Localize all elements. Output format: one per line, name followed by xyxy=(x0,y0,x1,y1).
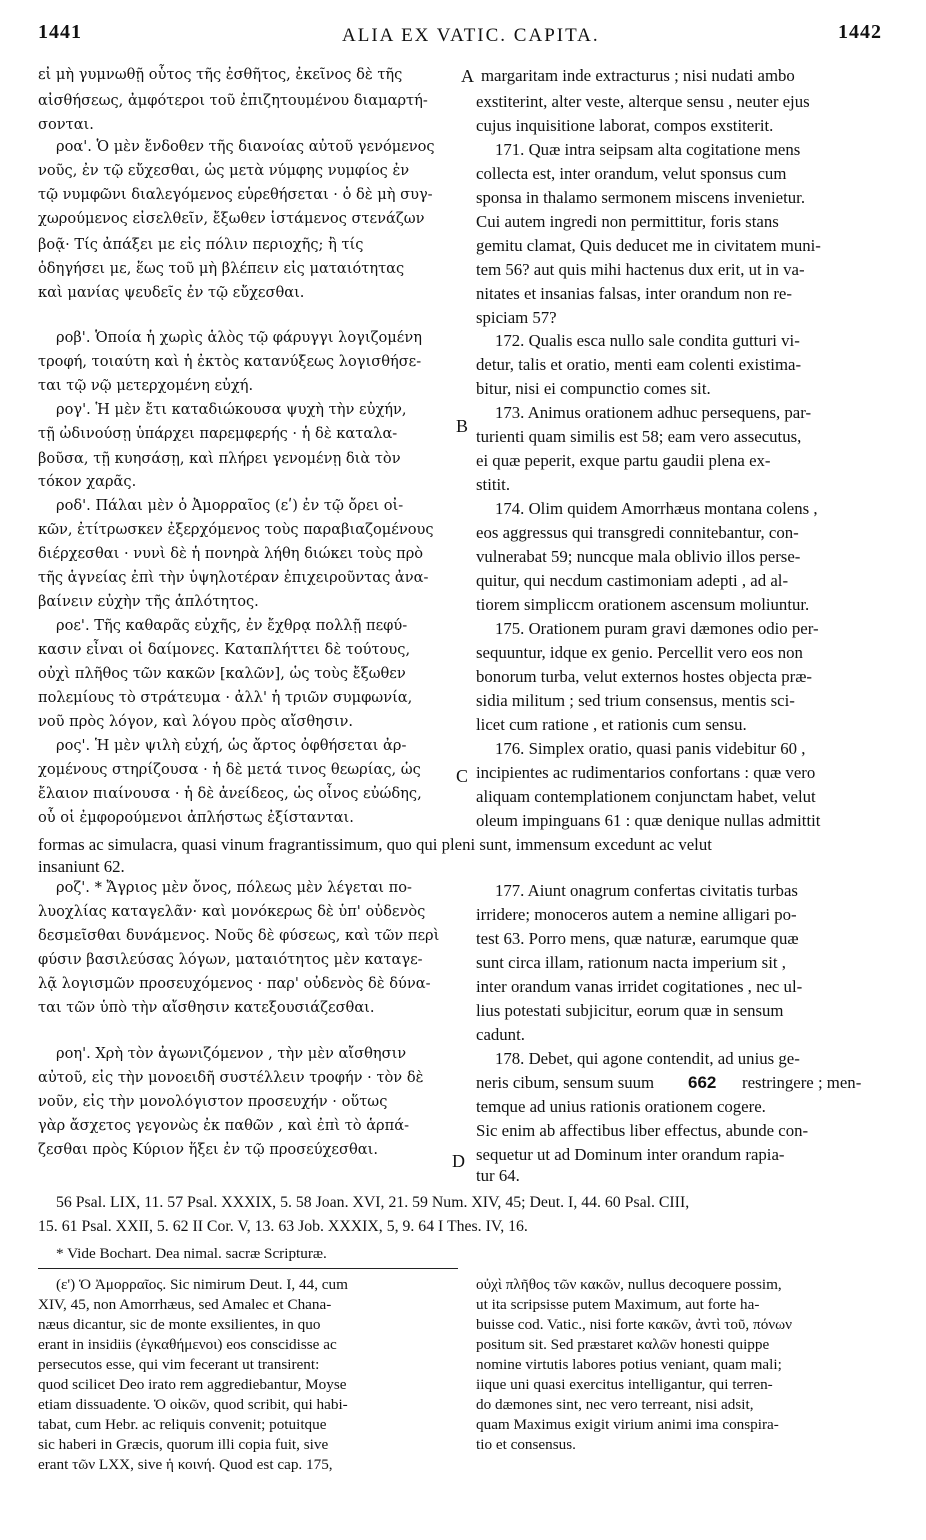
note-line: erant in insidiis (ἐγκαθήμενοι) eos conscidisse ac xyxy=(38,1336,337,1353)
note-line: quam Maximus exigit virium animi ima conspira- xyxy=(476,1416,779,1433)
latin-line: 177. Aiunt onagrum confertas civitatis turbas xyxy=(495,881,798,900)
greek-line: σονται. xyxy=(38,116,94,133)
note-line: etiam dissuadente. Ὁ οἰκῶν, quod scribit, qui habi- xyxy=(38,1396,348,1413)
page-number-left: 1441 xyxy=(38,21,82,43)
greek-line: ροε'. Τῆς καθαρᾶς εὐχῆς, ἐν ἔχθρᾳ πολλῇ πεφύ- xyxy=(56,617,408,634)
greek-line: χωρούμενος εἰσελθεῖν, ἔξωθεν ἱστάμενος στενάζων xyxy=(38,210,425,227)
latin-line: irridere; monoceros autem a nemine alligari po- xyxy=(476,905,797,924)
note-line: tio et consensus. xyxy=(476,1436,576,1453)
note-line: XIV, 45, non Amorrhæus, sed Amalec et Chana- xyxy=(38,1296,332,1313)
note-line: (ε') Ὁ Ἀμορραῖος. Sic nimirum Deut. I, 44, cum xyxy=(56,1276,348,1293)
latin-line: aliquam contemplationem conjunctam habet, velut xyxy=(476,787,816,806)
note-line: quod scilicet Deo irato rem aggrediebantur, Moyse xyxy=(38,1376,347,1393)
latin-line: sequuntur, idque ex genio. Percellit vero eos non xyxy=(476,643,803,662)
latin-line: restringere ; men- xyxy=(742,1073,862,1092)
greek-line: ται τῶν ὑπὸ τὴν αἴσθησιν κατεξουσιάζεσθαι. xyxy=(38,999,375,1016)
latin-line: bonorum turba, velut externos hostes objecta præ- xyxy=(476,667,813,686)
greek-line: πολεμίους τὸ στράτευμα · ἀλλ' ἡ τριῶν συμφωνία, xyxy=(38,689,413,706)
note-line: persecutos esse, qui vim fecerant ut transirent: xyxy=(38,1356,320,1373)
note-line: tabat, cum Hebr. ac reliquis convenit; potuitque xyxy=(38,1416,327,1433)
footnote-line: 56 Psal. LIX, 11. 57 Psal. XXXIX, 5. 58 Joan. XVI, 21. 59 Num. XIV, 45; Deut. I, 44. 60 Psal. CIII, xyxy=(56,1194,690,1211)
greek-line: κασιν εἶναι οἱ δαίμονες. Καταπλήττει δὲ τούτους, xyxy=(38,641,411,658)
footnote-rule xyxy=(38,1268,458,1269)
latin-line: vulnerabat 59; nuncque mala oblivio illos perse- xyxy=(476,547,801,566)
latin-line: incipientes ac rudimentarios confortans : quæ vero xyxy=(476,763,816,782)
greek-line: ἔλαιον πιαίνουσα · ἡ δὲ ἀνείδεος, ὡς οἶνος εὐώδης, xyxy=(38,785,422,802)
latin-line: bitur, nisi ei compunctio comes sit. xyxy=(476,379,711,398)
greek-line: δεσμεῖσθαι δυνάμενος. Νοῦς δὲ φύσεως, καὶ τῶν περὶ xyxy=(38,927,440,944)
latin-line: ei quæ peperit, exque partu gaudii plena ex- xyxy=(476,451,771,470)
page-badge: 662 xyxy=(688,1073,717,1092)
note-line: erant τῶν LXX, sive ἡ κοινή. Quod est cap. 175, xyxy=(38,1456,333,1473)
latin-line: exstiterint, alter veste, alterque sensu , neuter ejus xyxy=(476,92,810,111)
latin-line: cadunt. xyxy=(476,1025,525,1044)
greek-line: ροη'. Χρὴ τὸν ἀγωνιζόμενον , τὴν μὲν αἴσθησιν xyxy=(56,1045,407,1062)
latin-line: neris cibum, sensum suum xyxy=(476,1073,655,1092)
latin-line: sidia militum ; sed trium consensus, mentis sci- xyxy=(476,691,795,710)
greek-line: κῶν, ἐτίτρωσκεν ἐξερχόμενος τοὺς παραβιαζομένους xyxy=(38,521,434,538)
greek-line: οὐχὶ πλῆθος τῶν κακῶν [καλῶν], ὡς τοὺς ἔξωθεν xyxy=(38,665,406,682)
greek-line: οὗ οἱ ἐμφορούμενοι ἀπλήστως ἐξίστανται. xyxy=(38,809,354,826)
latin-line: gemitu clamat, Quis deducet me in civitatem muni- xyxy=(476,236,821,255)
latin-line: detur, talis et oratio, menti eam colenti existima- xyxy=(476,355,802,374)
greek-line: ρος'. Ἡ μὲν ψιλὴ εὐχή, ὡς ἄρτος ὀφθήσεται ἀρ- xyxy=(56,737,407,754)
footnote-line: 15. 61 Psal. XXII, 5. 62 II Cor. V, 13. 63 Job. XXXIX, 5, 9. 64 I Thes. IV, 16. xyxy=(38,1218,528,1235)
greek-line: ροα'. Ὁ μὲν ἔνδοθεν τῆς διανοίας αὐτοῦ γενόμενος xyxy=(56,138,435,155)
page-number-right: 1442 xyxy=(838,21,882,43)
latin-line: tiorem simpliccm orationem ascensum moliuntur. xyxy=(476,595,810,614)
note-line: do dæmones sint, nec vero terreant, nisi adsit, xyxy=(476,1396,754,1413)
latin-line: turienti quam similis est 58; eam vero assecutus, xyxy=(476,427,802,446)
latin-line: quitur, qui necdum castimoniam adepti , ad al- xyxy=(476,571,789,590)
greek-line: ροζ'. * Ἄγριος μὲν ὄνος, πόλεως μὲν λέγεται πο- xyxy=(56,879,412,896)
greek-line: τροφή, τοιαύτη καὶ ἡ ἐκτὸς κατανύξεως λογισθήσε- xyxy=(38,353,422,370)
latin-line: Cui autem ingredi non permittitur, foris stans xyxy=(476,212,779,231)
latin-line: spiciam 57? xyxy=(476,308,557,327)
latin-line: sunt circa illam, rationum nacta imperium sit , xyxy=(476,953,786,972)
note-line: næus dicantur, sic de monte exsilientes, in quo xyxy=(38,1316,321,1333)
latin-line: collecta est, inter orandum, velut sponsus cum xyxy=(476,164,787,183)
latin-line: temque ad unius rationis orationem cogere. xyxy=(476,1097,766,1116)
latin-line: 172. Qualis esca nullo sale condita gutturi vi- xyxy=(495,331,800,350)
greek-line: φύσιν βασιλεύσας λόγων, ματαιότητος μὲν καταγε- xyxy=(38,951,423,968)
latin-line: nitates et insanias falsas, inter orandum non re- xyxy=(476,284,792,303)
greek-line: χομένους στηρίζουσα · ἡ δὲ μετά τινος θεωρίας, ὡς xyxy=(38,761,421,778)
greek-line: καὶ μανίας ψευδεῖς ἐν τῷ εὔχεσθαι. xyxy=(38,284,305,301)
latin-line: test 63. Porro mens, quæ naturæ, earumque quæ xyxy=(476,929,799,948)
note-line: sic haberi in Græcis, quorum illi copia fuit, sive xyxy=(38,1436,329,1453)
greek-line: βοῦσα, τῇ κυησάσῃ, καὶ πλήρει γενομένῃ διὰ τὸν xyxy=(38,450,401,467)
latin-line: 178. Debet, qui agone contendit, ad unius ge- xyxy=(495,1049,800,1068)
margin-mark-d: D xyxy=(452,1151,465,1171)
latin-line: 174. Olim quidem Amorrhæus montana colens , xyxy=(495,499,818,518)
greek-line: ὁδηγήσει με, ἕως τοῦ μὴ βλέπειν εἰς ματαιότητας xyxy=(38,260,405,277)
note-line: positum sit. Sed præstaret καλῶν honesti quippe xyxy=(476,1336,770,1353)
spanning-line: formas ac simulacra, quasi vinum fragrantissimum, quo qui pleni sunt, immensum excedunt ac velut xyxy=(38,835,712,854)
note-line: buisse cod. Vatic., nisi forte κακῶν, ἀντὶ τοῦ, πόνων xyxy=(476,1316,793,1333)
greek-line: τῷ νυμφῶνι διαλεγόμενος εὑρεθήσεται · ὁ δὲ μὴ συγ- xyxy=(38,186,433,203)
latin-line: tem 56? aut quis mihi hactenus dux erit, ut in va- xyxy=(476,260,805,279)
greek-line: λυοχλίας καταγελᾶν· καὶ μονόκερως δὲ ὑπ' οὐδενὸς xyxy=(38,903,426,920)
latin-line: inter orandum vanas irridet cogitationes , nec ul- xyxy=(476,977,803,996)
note-line: nomine virtutis labores potius veniant, quam mali; xyxy=(476,1356,782,1373)
note-line: iique uni quasi exercitus intelligantur, qui terren- xyxy=(476,1376,773,1393)
greek-line: νοῦν, εἰς τὴν μονολόγιστον προσευχήν · οὕτως xyxy=(38,1093,388,1110)
latin-line: tur 64. xyxy=(476,1166,520,1185)
greek-line: αὐτοῦ, εἰς τὴν μονοειδῆ συστέλλειν τροφήν · τὸν δὲ xyxy=(38,1069,424,1086)
latin-line: 176. Simplex oratio, quasi panis videbitur 60 , xyxy=(495,739,806,758)
spanning-line: insaniunt 62. xyxy=(38,857,125,876)
note-line: οὐχὶ πλῆθος τῶν κακῶν, nullus decoquere possim, xyxy=(476,1276,782,1293)
greek-line: γὰρ ἄσχετος γεγονὼς ἐκ παθῶν , καὶ ἐπὶ τὸ ἁρπά- xyxy=(38,1117,410,1134)
greek-line: νοῦς, ἐν τῷ εὔχεσθαι, ὡς μετὰ νύμφης νυμφίος ἐν xyxy=(38,162,410,179)
greek-line: ροβ'. Ὁποία ἡ χωρὶς ἁλὸς τῷ φάρυγγι λογιζομένη xyxy=(56,329,422,346)
margin-mark-c: C xyxy=(456,766,469,786)
running-title: ALIA EX VATIC. CAPITA. xyxy=(342,25,600,46)
latin-line: sequetur ut ad Dominum inter orandum rapia- xyxy=(476,1145,785,1164)
latin-line: cujus inquisitione laborat, compos exstiterit. xyxy=(476,116,774,135)
greek-line: διέρχεσθαι · νυνὶ δὲ ἡ πονηρὰ λήθη διώκει τοὺς πρὸ xyxy=(38,545,424,562)
greek-line: βαίνειν εὐχὴν τῆς ἁπλότητος. xyxy=(38,593,259,610)
margin-mark-a: A xyxy=(461,66,474,86)
greek-line: τόκον χαρᾶς. xyxy=(38,473,137,490)
greek-line: λᾷ λογισμῶν προσευχόμενος · παρ' οὐδενὸς δὲ δύνα- xyxy=(38,975,431,992)
star-note: * Vide Bochart. Dea nimal. sacræ Scripturæ. xyxy=(56,1245,327,1262)
greek-line: ζεσθαι πρὸς Κύριον ἥξει ἐν τῷ προσεύχεσθαι. xyxy=(38,1141,378,1158)
latin-line: sponsa in thalamo sermonem miscens invenietur. xyxy=(476,188,806,207)
margin-mark-b: B xyxy=(456,416,469,436)
note-line: ut ita scripsisse putem Maximum, aut forte ha- xyxy=(476,1296,760,1313)
latin-line: margaritam inde extracturus ; nisi nudati ambo xyxy=(481,66,795,85)
latin-line: licet cum ratione , et rationis cum sensu. xyxy=(476,715,747,734)
greek-line: ροδ'. Πάλαι μὲν ὁ Ἀμορραῖος (εʹ) ἐν τῷ ὄρει οἰ- xyxy=(56,497,404,514)
greek-line: αἰσθήσεως, ἀμφότεροι τοῦ ἐπιζητουμένου διαμαρτή- xyxy=(38,92,428,109)
latin-line: 175. Orationem puram gravi dæmones odio per- xyxy=(495,619,819,638)
greek-line: εἰ μὴ γυμνωθῇ οὗτος τῆς ἐσθῆτος, ἐκεῖνος δὲ τῆς xyxy=(38,66,403,83)
latin-line: eos aggressus qui transgredi connitebantur, con- xyxy=(476,523,799,542)
greek-line: ρογ'. Ἡ μὲν ἔτι καταδιώκουσα ψυχὴ τὴν εὐχήν, xyxy=(56,401,407,418)
greek-line: τῇ ὠδινούσῃ ὑπάρχει παρεμφερής · ἡ δὲ καταλα- xyxy=(38,425,398,442)
greek-line: ται τῷ νῷ μετερχομένη εὐχή. xyxy=(38,377,254,394)
latin-line: lius potestati subjicitur, eorum quæ in sensum xyxy=(476,1001,784,1020)
latin-line: 171. Quæ intra seipsam alta cogitatione mens xyxy=(495,140,801,159)
latin-line: oleum impinguans 61 : quæ denique nullas admittit xyxy=(476,811,821,830)
latin-line: Sic enim ab affectibus liber effectus, abunde con- xyxy=(476,1121,809,1140)
greek-line: βοᾷ· Τίς ἀπάξει με εἰς πόλιν περιοχῆς; ἢ τίς xyxy=(38,236,364,253)
latin-line: 173. Animus orationem adhuc persequens, par- xyxy=(495,403,812,422)
latin-line: stitit. xyxy=(476,475,511,494)
greek-line: τῆς ἁγνείας ἐπὶ τὴν ὑψηλοτέραν ἐπιχειροῦντας ἀνα- xyxy=(38,569,429,586)
greek-line: νοῦ πρὸς λόγον, καὶ λόγου πρὸς αἴσθησιν. xyxy=(38,713,354,730)
